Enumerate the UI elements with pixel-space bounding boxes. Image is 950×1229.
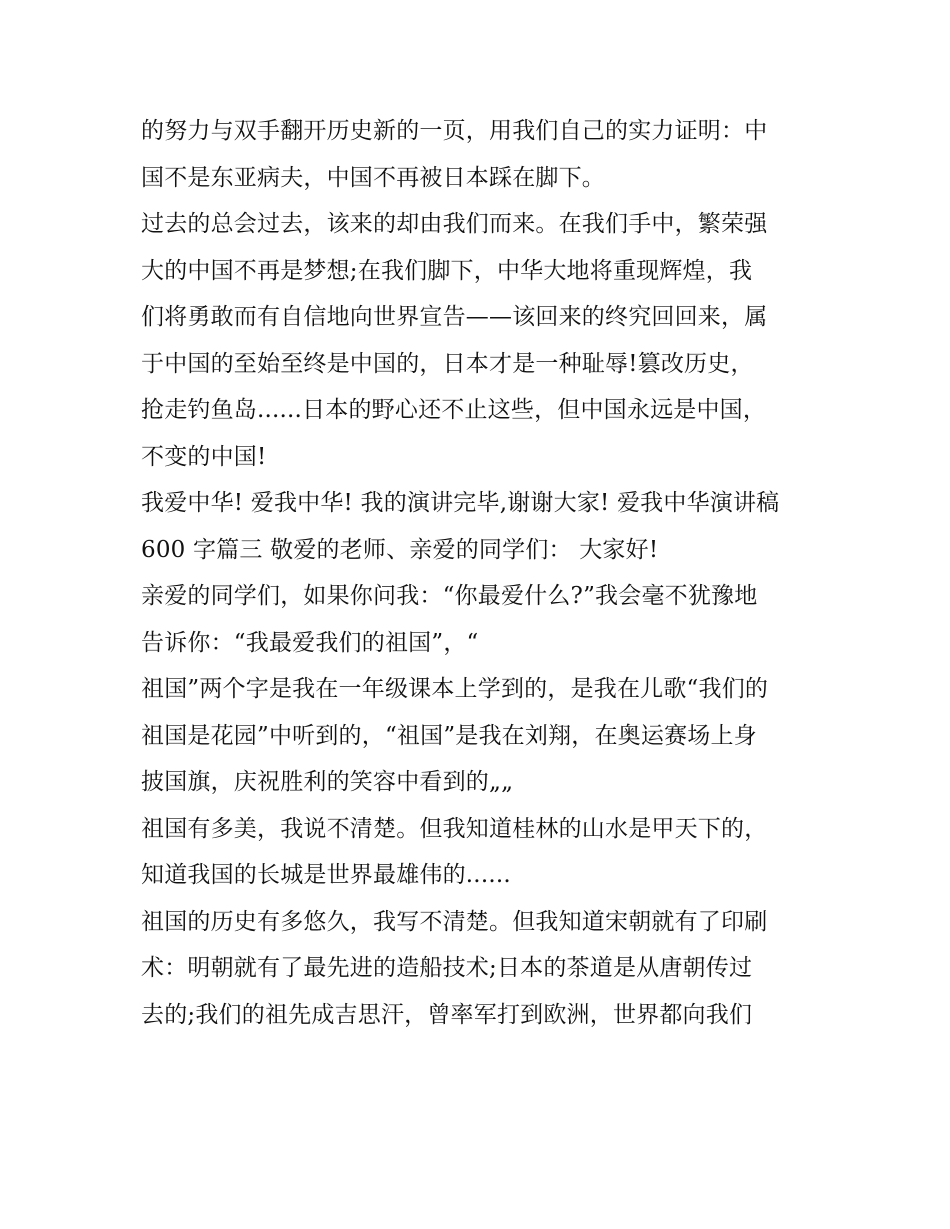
text-line: 去的;我们的祖先成吉思汗，曾率军打到欧洲，世界都向我们 bbox=[141, 1001, 753, 1028]
text-line: 祖国的历史有多悠久，我写不清楚。但我知道宋朝就有了印刷 bbox=[141, 908, 768, 935]
text-line: 于中国的至始至终是中国的，日本才是一种耻辱!篡改历史， bbox=[141, 350, 754, 377]
text-line: 过去的总会过去，该来的却由我们而来。在我们手中，繁荣强 bbox=[141, 211, 768, 237]
text-line: 大的中国不再是梦想;在我们脚下，中华大地将重现辉煌，我 bbox=[141, 257, 753, 284]
text-line: 祖国有多美，我说不清楚。但我知道桂林的山水是甲天下的， bbox=[141, 815, 768, 842]
text-line: 祖国”两个字是我在一年级课本上学到的，是我在儿歌“我们的 bbox=[141, 676, 769, 702]
text-line: 的努力与双手翻开历史新的一页，用我们自己的实力证明：中 bbox=[141, 118, 768, 144]
text-line: 术：明朝就有了最先进的造船技术;日本的茶道是从唐朝传过 bbox=[141, 955, 753, 981]
text-line: 披国旗，庆祝胜利的笑容中看到的„„ bbox=[141, 769, 514, 795]
text-line: 600 字篇三 敬爱的老师、亲爱的同学们： 大家好! bbox=[141, 536, 659, 563]
text-line: 祖国是花园”中听到的，“祖国”是我在刘翔，在奥运赛场上身 bbox=[141, 722, 757, 749]
speech-text-body bbox=[141, 108, 821, 1038]
text-line: 抢走钓鱼岛......日本的野心还不止这些，但中国永远是中国， bbox=[141, 397, 767, 423]
text-line: 们将勇敢而有自信地向世界宣告——该回来的终究回回来，属 bbox=[141, 304, 768, 330]
text-line: 国不是东亚病夫，中国不再被日本踩在脚下。 bbox=[141, 164, 605, 191]
text-line: 告诉你：“我最爱我们的祖国”，“ bbox=[141, 629, 479, 656]
text-line: 我爱中华! 爱我中华! 我的演讲完毕,谢谢大家! 爱我中华演讲稿 bbox=[141, 490, 780, 516]
text-line: 亲爱的同学们，如果你问我：“你最爱什么?”我会毫不犹豫地 bbox=[141, 583, 758, 609]
text-line: 知道我国的长城是世界最雄伟的...... bbox=[141, 862, 511, 888]
text-line: 不变的中国! bbox=[141, 443, 267, 470]
